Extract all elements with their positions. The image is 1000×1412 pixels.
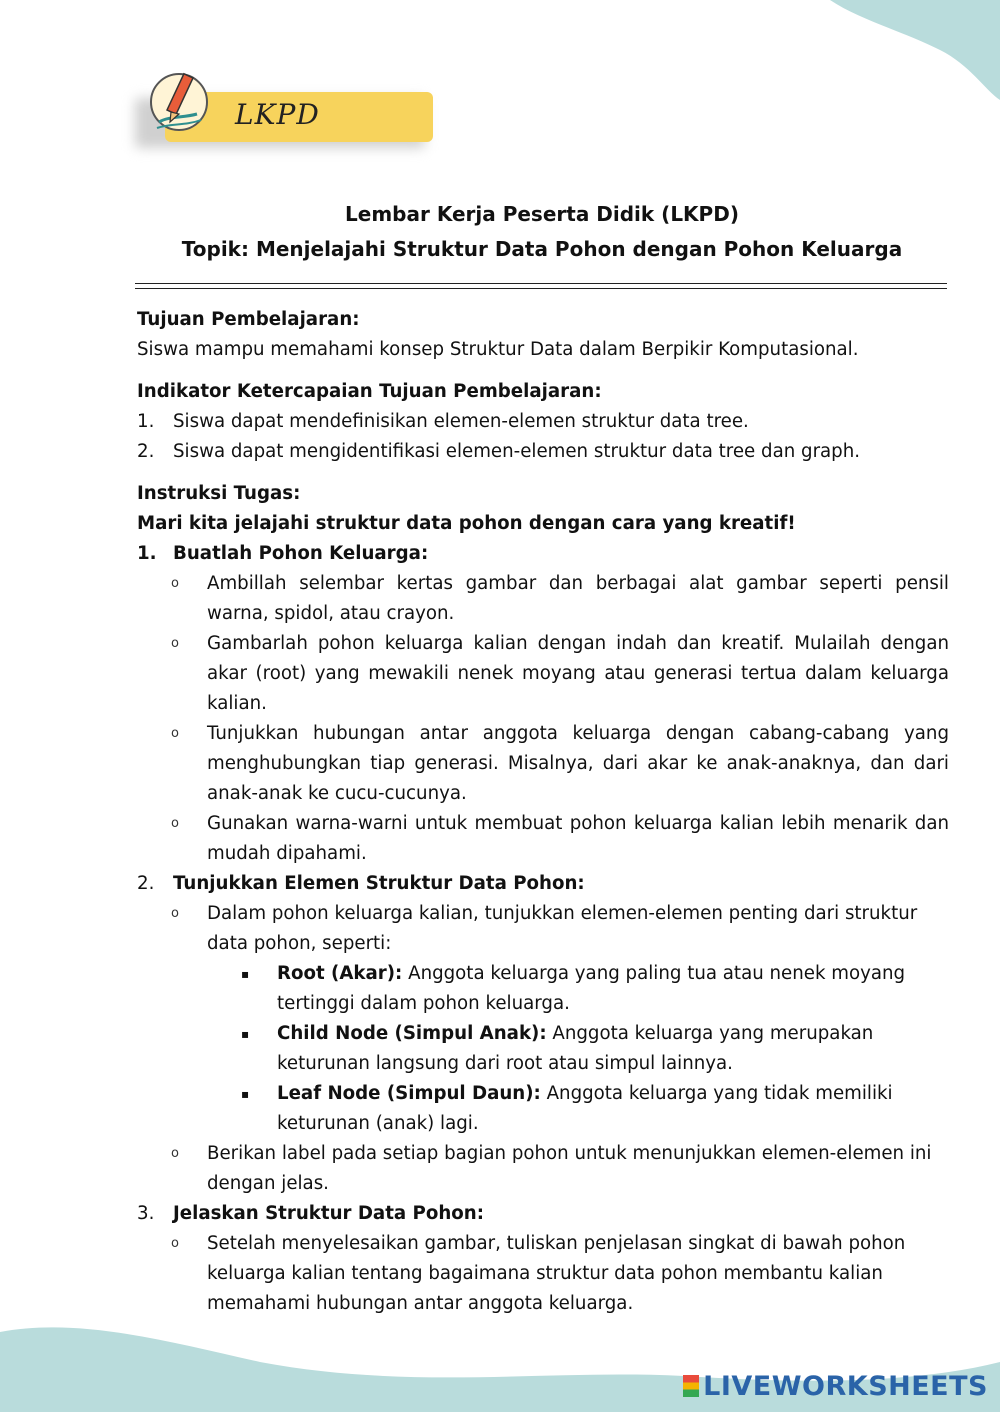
page-title: Lembar Kerja Peserta Didik (LKPD) (345, 202, 739, 226)
indikator-item: 2. Siswa dapat mengidentifikasi elemen-elemen struktur data tree dan graph. (137, 441, 861, 462)
instruksi-heading: Instruksi Tugas: (137, 483, 301, 504)
liveworksheets-logo[interactable]: LIVEWORKSHEETS (683, 1371, 988, 1402)
tujuan-text: Siswa mampu memahami konsep Struktur Data dalam Berpikir Komputasional. (137, 339, 859, 360)
page-subtitle: Topik: Menjelajahi Struktur Data Pohon dengan Pohon Keluarga (181, 237, 903, 261)
tujuan-heading: Tujuan Pembelajaran: (137, 309, 360, 330)
header-divider (135, 283, 947, 284)
step-point: o Ambillah selembar kertas gambar dan berbagai alat gambar seperti pensil warna, spidol, atau crayon. (171, 573, 949, 624)
element-bullet-child-node: ▪ Child Node (Simpul Anak): Anggota keluarga yang merupakan keturunan langsung dari root atau simpul lainnya. (241, 1023, 874, 1074)
step-point: o Berikan label pada setiap bagian pohon untuk menunjukkan elemen-elemen ini dengan jelas. (171, 1143, 932, 1194)
step-point: o Gambarlah pohon keluarga kalian dengan indah dan kreatif. Mulailah dengan akar (root) yang mewakili nenek moyang atau generasi tertua dalam keluarga kalian. (171, 633, 949, 714)
indikator-item: 1. Siswa dapat mendefinisikan elemen-elemen struktur data tree. (137, 411, 749, 432)
lkpd-badge (145, 68, 445, 168)
step-1-title: 1. Buatlah Pohon Keluarga: (137, 543, 429, 564)
header-divider-second (135, 288, 947, 289)
step-point: o Dalam pohon keluarga kalian, tunjukkan elemen-elemen penting dari struktur data pohon, seperti: (171, 903, 918, 954)
step-2-title: 2. Tunjukkan Elemen Struktur Data Pohon: (137, 873, 585, 894)
top-wave-decoration (600, 0, 1000, 110)
step-point: o Tunjukkan hubungan antar anggota keluarga dengan cabang-cabang yang menghubungkan tiap generasi. Misalnya, dari akar ke anak-anaknya, dan dari anak-anak ke cucu-cucunya. (171, 723, 949, 804)
indikator-heading: Indikator Ketercapaian Tujuan Pembelajaran: (137, 381, 602, 402)
element-bullet-leaf-node: ▪ Leaf Node (Simpul Daun): Anggota keluarga yang tidak memiliki keturunan (anak) lagi. (241, 1083, 893, 1134)
liveworksheets-mark-icon (683, 1375, 699, 1397)
badge-label: LKPD (235, 98, 320, 131)
pencil-icon (145, 68, 225, 148)
instruksi-intro: Mari kita jelajahi struktur data pohon dengan cara yang kreatif! (137, 513, 796, 534)
step-point: o Setelah menyelesaikan gambar, tuliskan penjelasan singkat di bawah pohon keluarga kalian tentang bagaimana struktur data pohon membantu kalian memahami hubungan antar anggota keluarga. (171, 1233, 906, 1314)
step-3-title: 3. Jelaskan Struktur Data Pohon: (137, 1203, 484, 1224)
worksheet-content (137, 305, 949, 1319)
step-point: o Gunakan warna-warni untuk membuat pohon keluarga kalian lebih menarik dan mudah dipahami. (171, 813, 949, 864)
element-bullet-root: ▪ Root (Akar): Anggota keluarga yang paling tua atau nenek moyang tertinggi dalam pohon keluarga. (241, 963, 906, 1014)
